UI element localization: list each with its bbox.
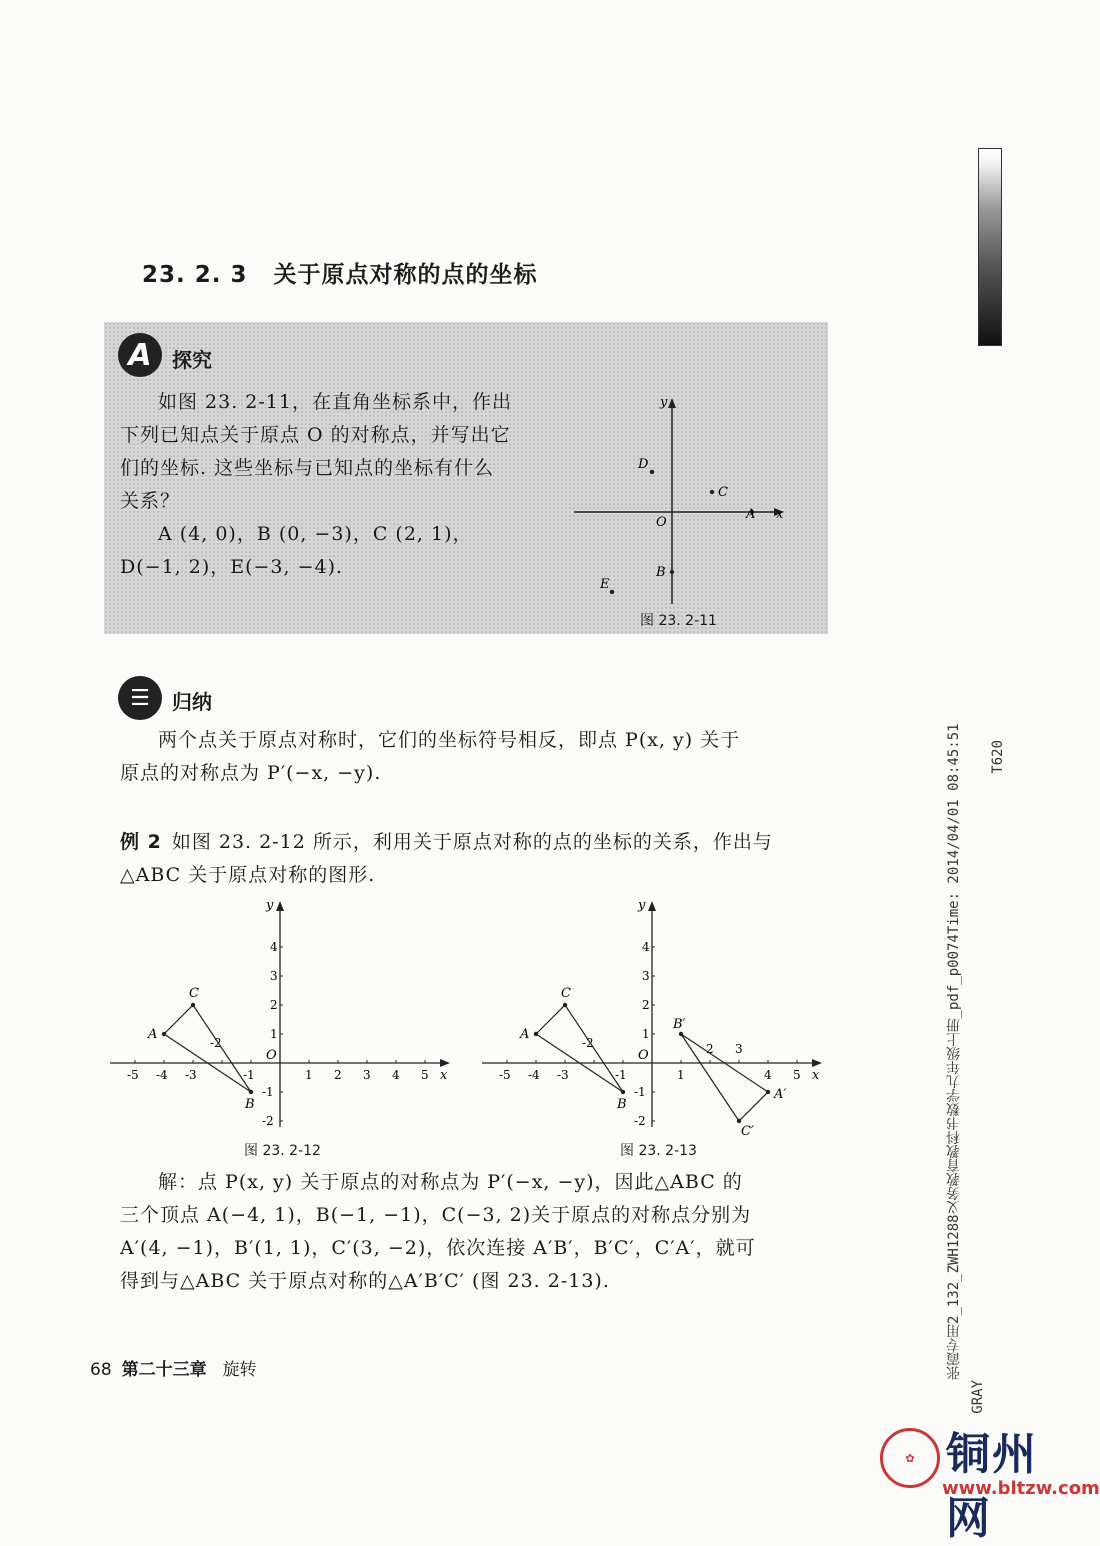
scan-gray-label: GRAY (970, 1380, 986, 1414)
y-axis-arrow (668, 398, 676, 408)
triangle-abc (536, 1005, 623, 1092)
explore-line: A (4, 0)，B (0, −3)，C (2, 1)， (158, 523, 473, 545)
vertex-point (737, 1119, 741, 1123)
example-text (120, 826, 840, 892)
point-c (710, 490, 714, 494)
explore-line: 关系？ (120, 490, 181, 512)
origin-label: O (266, 1048, 277, 1063)
point-label: B (656, 565, 666, 580)
y-tick-label: -2 (262, 1114, 274, 1128)
x-tick-label: 2 (334, 1068, 342, 1082)
explore-line: D(−1, 2)，E(−3, −4). (120, 556, 344, 578)
explore-badge-icon: A (118, 333, 162, 377)
point-d (650, 470, 654, 474)
x-tick-label: -3 (185, 1068, 197, 1082)
summary-text (120, 724, 820, 790)
y-axis-label: y (638, 898, 646, 913)
triangle-abc (164, 1005, 251, 1092)
example-line: △ABC 关于原点对称的图形. (120, 864, 376, 886)
figure-caption-11: 图 23. 2-11 (640, 613, 717, 629)
x-tick-label: 3 (735, 1042, 743, 1056)
figure-points (599, 457, 755, 594)
point-label: A (746, 507, 756, 522)
x-tick-label: -2 (210, 1036, 222, 1050)
y-axis-label: y (266, 898, 274, 913)
section-title (142, 256, 538, 289)
example-line: 如图 23. 2-12 所示，利用关于原点对称的点的坐标的关系，作出与 (171, 831, 773, 853)
explore-line: 们的坐标. 这些坐标与已知点的坐标有什么 (120, 457, 495, 479)
y-axis-arrow (648, 901, 656, 911)
chapter-topic: 旋转 (222, 1360, 257, 1380)
vertex-point (534, 1032, 538, 1036)
x-axis-arrow (440, 1059, 450, 1067)
figure-caption-12: 图 23. 2-12 (244, 1143, 321, 1159)
explore-line: 如图 23. 2-11，在直角坐标系中，作出 (158, 391, 512, 413)
vertex-label: C (189, 986, 199, 1001)
scan-code: T620 (990, 740, 1006, 774)
y-axis-label: y (660, 395, 668, 410)
x-tick-label: -2 (582, 1036, 594, 1050)
x-tick-label: 2 (706, 1042, 714, 1056)
origin-label: O (638, 1048, 649, 1063)
point-b (670, 570, 674, 574)
summary-badge-icon: ☰ (118, 676, 162, 720)
solution-text (120, 1166, 840, 1298)
x-tick-label: 4 (764, 1068, 772, 1082)
x-tick-label: -5 (127, 1068, 139, 1082)
vertex-point (563, 1003, 567, 1007)
vertex-point (621, 1090, 625, 1094)
vertex-label: A (520, 1027, 530, 1042)
y-tick-label: -2 (634, 1114, 646, 1128)
figure-23-2-13 (482, 895, 832, 1139)
vertex-point (766, 1090, 770, 1094)
x-tick-label: 3 (363, 1068, 371, 1082)
x-tick-label: 5 (793, 1068, 801, 1082)
section-title-text: 关于原点对称的点的坐标 (273, 262, 538, 288)
scan-info: 张霞专用2_132_ZWH1288义务教育教科书数学九年级上册_pdf_p0074Time: 2014/04/01 08:45:51 (946, 723, 962, 1380)
vertex-label: B′ (673, 1017, 686, 1032)
vertex-label: C (561, 986, 571, 1001)
vertex-label: B (617, 1097, 627, 1112)
vertex-point (162, 1032, 166, 1036)
point-label: E (600, 577, 610, 592)
y-tick-label: 4 (270, 940, 278, 954)
solution-line: 三个顶点 A(−4, 1)，B(−1, −1)，C(−3, 2)关于原点的对称点分别为 (120, 1204, 752, 1226)
watermark-name: 铜州网 (946, 1429, 1038, 1544)
solution-line: 得到与△ABC 关于原点对称的△A′B′C′ (图 23. 2-13). (120, 1270, 610, 1292)
x-tick-label: 5 (421, 1068, 429, 1082)
solution-line: A′(4, −1)，B′(1, 1)，C′(3, −2)，依次连接 A′B′，B′C′，C′A′，就可 (120, 1237, 756, 1259)
x-tick-label: -1 (243, 1068, 255, 1082)
y-tick-label: 3 (270, 969, 278, 983)
summary-line: 两个点关于原点对称时，它们的坐标符号相反，即点 P(x, y) 关于 (158, 729, 741, 751)
page-number: 68 (90, 1360, 112, 1380)
y-tick-label: -1 (634, 1085, 646, 1099)
figure-caption-13: 图 23. 2-13 (620, 1143, 697, 1159)
y-tick-label: 2 (642, 998, 650, 1012)
figure-23-2-11 (570, 390, 800, 610)
example-label: 例 2 (120, 831, 162, 853)
x-tick-label: 4 (392, 1068, 400, 1082)
vertex-point (679, 1032, 683, 1036)
point-e (610, 590, 614, 594)
y-tick-label: 1 (270, 1027, 278, 1041)
x-axis-arrow (812, 1059, 822, 1067)
explore-line: 下列已知点关于原点 O 的对称点，并写出它 (120, 424, 511, 446)
page-footer (90, 1355, 267, 1380)
origin-label: O (656, 515, 667, 530)
vertex-label: A′ (774, 1087, 787, 1102)
point-label: C (718, 485, 728, 500)
y-tick-label: 1 (642, 1027, 650, 1041)
explore-label: 探究 (172, 348, 212, 372)
watermark-url: www.bltzw.com (942, 1478, 1100, 1499)
figure-23-2-12 (110, 895, 460, 1130)
x-tick-label: -1 (615, 1068, 627, 1082)
point-label: D (638, 457, 649, 472)
chapter-name: 第二十三章 (121, 1360, 207, 1380)
x-tick-label: 1 (305, 1068, 313, 1082)
x-tick-label: 1 (677, 1068, 685, 1082)
section-number: 23. 2. 3 (142, 262, 248, 288)
y-tick-label: 2 (270, 998, 278, 1012)
vertex-point (249, 1090, 253, 1094)
gray-scale-strip (978, 148, 1002, 346)
y-tick-label: 3 (642, 969, 650, 983)
summary-label: 归纳 (172, 690, 212, 714)
triangle-abc-image (681, 1034, 768, 1121)
x-tick-label: -4 (528, 1068, 540, 1082)
vertex-label: C′ (741, 1124, 754, 1139)
x-tick-label: -5 (499, 1068, 511, 1082)
watermark-logo-icon: ✿ (880, 1428, 940, 1488)
vertex-label: B (245, 1097, 255, 1112)
vertex-point (191, 1003, 195, 1007)
summary-line: 原点的对称点为 P′(−x, −y). (120, 762, 382, 784)
x-axis-label: x (440, 1068, 448, 1083)
x-axis-label: x (776, 507, 784, 522)
x-tick-label: -3 (557, 1068, 569, 1082)
x-tick-label: -4 (156, 1068, 168, 1082)
y-axis-arrow (276, 901, 284, 911)
x-axis-label: x (812, 1068, 820, 1083)
vertex-label: A (148, 1027, 158, 1042)
y-tick-label: -1 (262, 1085, 274, 1099)
y-tick-label: 4 (642, 940, 650, 954)
explore-text (120, 386, 540, 584)
solution-line: 解：点 P(x, y) 关于原点的对称点为 P′(−x, −y)，因此△ABC 的 (158, 1171, 743, 1193)
